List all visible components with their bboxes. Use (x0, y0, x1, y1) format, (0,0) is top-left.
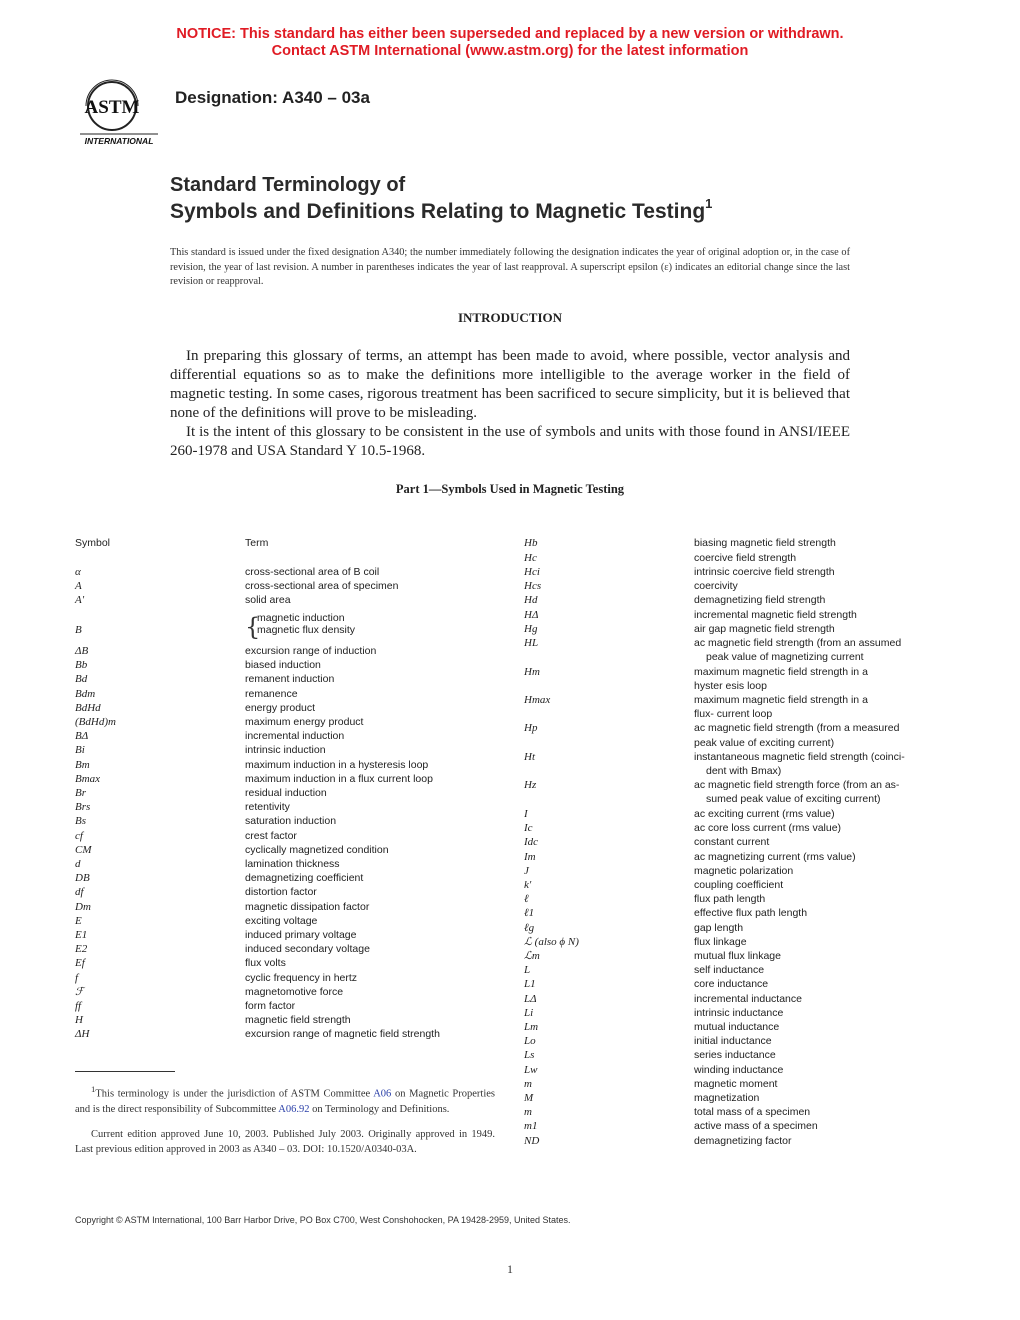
footnote-mark: 1 (91, 1084, 96, 1094)
term-cell: flux path length (694, 893, 766, 906)
footnote-text-b: on Magnetic Properties and is the direct responsibility of Subcommittee (75, 1088, 495, 1115)
symbol-cell: Hg (524, 623, 538, 635)
page-number: 1 (507, 1262, 513, 1276)
symbol-cell: HL (524, 637, 539, 649)
term-cell: magnetic polarization (694, 864, 794, 877)
term-cell: magnetization (694, 1092, 760, 1104)
symbol-cell: m (524, 1077, 532, 1090)
symbol-cell: Lm (524, 1021, 539, 1033)
symbol-cell: Bs (75, 815, 86, 828)
symbol-cell: A′ (75, 594, 85, 606)
term-cell: induced primary voltage (245, 929, 357, 941)
term-cell: flux linkage (694, 935, 747, 948)
term-cell: magnetic dissipation factor (245, 900, 370, 913)
symbol-cell: ΔB (75, 645, 89, 657)
term-cell: ac core loss current (rms value) (694, 822, 842, 835)
term-cell: coercive field strength (694, 552, 797, 564)
symbol-cell: ℱ (75, 985, 84, 998)
symbol-cell: k′ (524, 879, 532, 891)
term-cell: exciting voltage (245, 914, 318, 927)
term-cell: ac magnetic field strength force (from an as- (694, 779, 900, 791)
introduction-heading: INTRODUCTION (457, 310, 562, 325)
symbol-cell: ND (524, 1134, 540, 1147)
title-footnote-mark: 1 (705, 196, 713, 211)
term-cell: demagnetizing factor (694, 1134, 792, 1147)
term-cell: retentivity (245, 801, 290, 814)
term-cell: excursion range of induction (245, 645, 377, 657)
term-cell: magnetic flux density (257, 624, 356, 636)
term-cell: magnetic induction (257, 612, 345, 624)
notice-line-1: NOTICE: This standard has either been superseded and replaced by a new version or withdrawn. (176, 26, 844, 42)
introduction-paragraph-1: In preparing this glossary of terms, an attempt has been made to avoid, where possible, vector analysis and differential equations so as to make the definitions more intelligible to the average worker in the field of magnetic testing. In some cases, rigorous treatment has been sacrificed to secure simplicity, but it is believed that none of the definitions will prove to be misleading. (170, 348, 850, 421)
symbol-cell: Bdm (75, 687, 96, 700)
symbol-cell: Bb (75, 659, 88, 672)
symbol-cell: L (524, 964, 531, 977)
term-cell: self inductance (694, 964, 765, 977)
title-line-1: Standard Terminology of (170, 174, 406, 196)
term-cell: intrinsic induction (245, 744, 326, 757)
part1-heading: Part 1—Symbols Used in Magnetic Testing (395, 482, 625, 496)
term-cell: sumed peak value of exciting current) (706, 793, 881, 805)
symbol-cell: Brs (75, 801, 91, 814)
symbol-cell: M (524, 1092, 534, 1104)
term-cell: distortion factor (245, 886, 317, 899)
term-cell: flux volts (245, 957, 286, 970)
column-header-symbol: Symbol (75, 537, 111, 549)
symbol-cell: m1 (524, 1120, 538, 1133)
symbol-cell: HΔ (524, 609, 539, 621)
symbol-cell: ℓ (524, 893, 529, 906)
symbol-cell: E1 (75, 929, 88, 941)
footnote-text-c: on Terminology and Definitions. (309, 1103, 450, 1115)
symbol-cell: Hp (524, 722, 538, 734)
symbol-cell: B (75, 624, 82, 636)
term-cell: incremental magnetic field strength (694, 609, 857, 621)
notice-line-2: Contact ASTM International (www.astm.org) for the latest information (271, 43, 749, 59)
term-cell: peak value of magnetizing current (706, 651, 864, 663)
symbol-cell: Hcs (524, 580, 542, 592)
term-cell: magnetomotive force (245, 985, 344, 998)
symbol-cell: BΔ (75, 730, 89, 743)
term-cell: intrinsic inductance (694, 1006, 784, 1019)
term-cell: instantaneous magnetic field strength (coinci- (694, 751, 905, 763)
term-cell: cyclically magnetized condition (245, 843, 389, 856)
introduction-paragraph-2: It is the intent of this glossary to be consistent in the use of symbols and units with those found in ANSI/IEEE 260-1978 and USA Standard Y 10.5-1968. (170, 424, 850, 459)
footnote-2: Current edition approved June 10, 2003. Published July 2003. Originally approved in 1949. Last previous edition approved in 2003 as A340 – 03. DOI: 10.1520/A0340-03A. (75, 1129, 495, 1155)
term-cell: air gap magnetic field strength (694, 623, 835, 635)
term-cell: incremental inductance (694, 992, 802, 1005)
term-cell: lamination thickness (245, 858, 340, 870)
symbol-cell: LΔ (524, 992, 537, 1005)
term-cell: coercivity (694, 580, 738, 592)
term-cell: hyster esis loop (694, 680, 767, 692)
term-cell: mutual flux linkage (694, 950, 781, 962)
copyright: Copyright © ASTM International, 100 Barr Harbor Drive, PO Box C700, West Conshohocken, PA 19428-2959, United States. (75, 1215, 571, 1225)
term-cell: residual induction (245, 787, 327, 799)
term-cell: remanence (245, 687, 298, 700)
term-cell: remanent induction (245, 673, 335, 686)
symbol-cell: Bi (75, 744, 85, 757)
symbol-cell: ℒm (524, 950, 540, 962)
symbol-cell: CM (75, 843, 92, 856)
symbol-cell: Hc (524, 552, 537, 564)
term-cell: total mass of a specimen (694, 1106, 811, 1119)
term-cell: maximum energy product (245, 716, 364, 728)
symbol-cell: Lo (524, 1035, 536, 1048)
symbol-cell: Im (524, 850, 536, 863)
term-cell: induced secondary voltage (245, 943, 370, 956)
symbol-cell: Ef (75, 957, 85, 970)
symbol-cell: Hci (524, 566, 540, 578)
symbol-cell: Hmax (524, 694, 551, 706)
term-cell: peak value of exciting current) (694, 737, 835, 749)
term-cell: excursion range of magnetic field strength (245, 1028, 440, 1041)
symbol-cell: H (75, 1014, 83, 1027)
brace-glyph: { (245, 613, 261, 641)
symbol-cell: L1 (524, 978, 536, 991)
term-cell: initial inductance (694, 1035, 772, 1048)
term-cell: constant current (694, 836, 770, 849)
symbol-cell: ℓg (524, 921, 535, 934)
symbol-cell: α (75, 566, 81, 578)
term-cell: flux- current loop (694, 708, 773, 720)
term-cell: demagnetizing coefficient (245, 872, 364, 885)
symbol-cell: J (524, 864, 529, 877)
term-cell: mutual inductance (694, 1021, 780, 1033)
term-cell: ac magnetizing current (rms value) (694, 850, 856, 863)
term-cell: demagnetizing field strength (694, 594, 826, 606)
footnote-1 (75, 1082, 495, 1117)
subcommittee-link[interactable]: A06.92 (278, 1103, 310, 1115)
logo-subtext: INTERNATIONAL (84, 136, 154, 146)
term-cell: dent with Bmax) (706, 765, 782, 777)
footnote-rule (75, 1071, 175, 1072)
term-cell: cross-sectional area of B coil (245, 566, 380, 578)
term-cell: ac magnetic field strength (from an assumed (694, 637, 902, 649)
term-cell: maximum induction in a hysteresis loop (245, 758, 429, 771)
symbol-cell: Hm (524, 666, 540, 678)
term-cell: energy product (245, 701, 316, 714)
symbol-cell: I (524, 808, 528, 820)
term-cell: cyclic frequency in hertz (245, 971, 358, 984)
symbol-cell: Br (75, 787, 86, 799)
column-header-term: Term (245, 537, 269, 549)
term-cell: maximum magnetic field strength in a (694, 666, 868, 678)
term-cell: intrinsic coercive field strength (694, 566, 835, 578)
symbol-cell: cf (75, 829, 83, 842)
issued-note: This standard is issued under the fixed designation A340; the number immediately following the designation indicates the year of original adoption or, in the case of revision, the year of last revision. A number in parentheses indicates the year of last reapproval. A superscript epsilon (ε) indicates an editorial change since the last revision or reapproval. (170, 247, 850, 287)
term-cell: saturation induction (245, 815, 337, 828)
symbol-cell: Ls (524, 1049, 535, 1062)
symbol-cell: Bm (75, 758, 90, 771)
term-cell: core inductance (694, 978, 769, 991)
symbol-cell: d (75, 858, 81, 870)
symbol-cell: Hb (524, 537, 538, 549)
term-cell: ac magnetic field strength (from a measured (694, 722, 900, 734)
notice-banner (0, 26, 1020, 60)
symbol-cell: Bd (75, 673, 88, 686)
term-cell: biasing magnetic field strength (694, 537, 836, 549)
symbol-cell: ff (75, 1000, 82, 1012)
term-cell: cross-sectional area of specimen (245, 580, 399, 592)
term-cell: magnetic moment (694, 1077, 778, 1090)
title-line-2-text: Symbols and Definitions Relating to Magnetic Testing (170, 200, 706, 223)
term-cell: biased induction (245, 659, 321, 672)
term-cell: form factor (245, 1000, 296, 1012)
symbol-cell: E (75, 914, 82, 927)
designation: Designation: A340 – 03a (175, 88, 370, 107)
term-cell: maximum induction in a flux current loop (245, 772, 433, 785)
symbol-cell: ℓ1 (524, 907, 535, 920)
title-line-2 (170, 198, 712, 224)
symbol-cell: df (75, 886, 84, 899)
symbol-cell: ΔH (75, 1028, 90, 1041)
term-cell: maximum magnetic field strength in a (694, 694, 868, 706)
term-cell: magnetic field strength (245, 1014, 351, 1027)
symbol-cell: Ht (524, 751, 535, 763)
symbol-cell: Idc (524, 836, 539, 849)
symbol-cell: Ic (524, 822, 533, 835)
term-cell: coupling coefficient (694, 879, 784, 891)
symbol-cell: f (75, 971, 79, 984)
symbol-cell: Dm (75, 900, 91, 913)
symbol-cell: Hz (524, 779, 537, 791)
term-cell: crest factor (245, 829, 297, 842)
symbol-cell: ℒ (also ϕ N) (524, 935, 579, 948)
astm-logo (76, 76, 160, 148)
symbol-cell: DB (75, 872, 90, 885)
logo-text: ASTM (84, 97, 140, 118)
term-cell: winding inductance (694, 1063, 784, 1076)
symbol-cell: Bmax (75, 772, 101, 785)
term-cell: effective flux path length (694, 907, 808, 920)
term-cell: series inductance (694, 1049, 776, 1062)
term-cell: active mass of a specimen (694, 1120, 818, 1133)
committee-link[interactable]: A06 (373, 1088, 392, 1100)
symbol-cell: BdHd (75, 701, 101, 714)
term-cell: incremental induction (245, 730, 345, 743)
term-cell: gap length (694, 921, 744, 934)
footnote-text-a: This terminology is under the jurisdiction of ASTM Committee (95, 1088, 374, 1100)
symbol-cell: A (75, 580, 82, 592)
symbol-cell: Li (524, 1006, 534, 1019)
term-cell: solid area (245, 594, 291, 606)
symbol-cell: (BdHd)m (75, 716, 116, 728)
symbol-cell: m (524, 1106, 532, 1119)
symbol-cell: Lw (524, 1063, 538, 1076)
symbol-cell: E2 (75, 943, 88, 956)
symbol-cell: Hd (524, 594, 538, 606)
term-cell: ac exciting current (rms value) (694, 808, 835, 820)
